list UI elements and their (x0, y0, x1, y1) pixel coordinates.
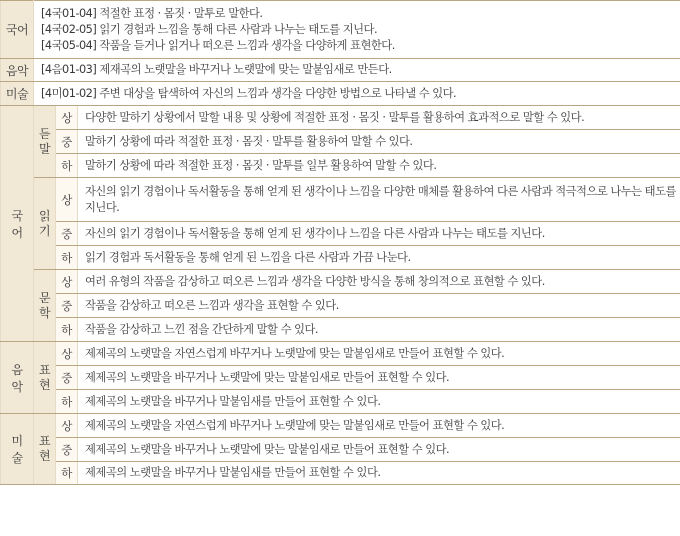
criteria-text: 제제곡의 노랫말을 바꾸거나 말붙임새를 만들어 표현할 수 있다. (78, 462, 680, 485)
criteria-text: 제제곡의 노랫말을 바꾸거나 노랫말에 맞는 말붙임새로 만들어 표현할 수 있다. (78, 438, 680, 462)
level-label: 상 (56, 342, 78, 366)
level-label: 상 (56, 414, 78, 438)
rubric-row (1, 246, 680, 270)
criteria-text: 말하기 상황에 따라 적절한 표정 · 몸짓 · 말투를 일부 활용하여 말할 수 있다. (78, 154, 680, 178)
criteria-text: 작품을 감상하고 느낀 점을 간단하게 말할 수 있다. (78, 318, 680, 342)
level-label: 중 (56, 222, 78, 246)
criteria-text: 다양한 말하기 상황에서 말할 내용 및 상황에 적절한 표정 · 몸짓 · 말투를 활용하여 효과적으로 말할 수 있다. (78, 106, 680, 130)
rubric-row (1, 390, 680, 414)
criteria-text: 제제곡의 노랫말을 자연스럽게 바꾸거나 노랫말에 맞는 말붙임새로 만들어 표현할 수 있다. (78, 342, 680, 366)
standards-row-art (1, 82, 680, 106)
standard-item: [4국02-05] 읽기 경험과 느낌을 통해 다른 사람과 나누는 태도를 지닌다. (41, 22, 378, 36)
area-label-listening-speaking: 듣 말 (34, 106, 56, 178)
standards-cell (34, 59, 680, 82)
level-label: 중 (56, 438, 78, 462)
rubric-row (1, 130, 680, 154)
criteria-text: 제제곡의 노랫말을 자연스럽게 바꾸거나 노랫말에 맞는 말붙임새로 만들어 표현할 수 있다. (78, 414, 680, 438)
level-label: 하 (56, 154, 78, 178)
rubric-row (1, 462, 680, 485)
level-label: 하 (56, 390, 78, 414)
rubric-subject-art: 미 술 (1, 414, 34, 485)
level-label: 하 (56, 462, 78, 485)
rubric-row (1, 438, 680, 462)
level-label: 중 (56, 130, 78, 154)
criteria-text: 말하기 상황에 따라 적절한 표정 · 몸짓 · 말투를 활용하여 말할 수 있다. (78, 130, 680, 154)
level-label: 상 (56, 270, 78, 294)
standard-item: [4국01-04] 적절한 표정 · 몸짓 · 말투로 말한다. (41, 6, 263, 20)
subject-label: 국어 (1, 1, 34, 59)
standards-cell (34, 82, 680, 106)
rubric-row (1, 342, 680, 366)
rubric-row (1, 106, 680, 130)
rubric-row (1, 154, 680, 178)
standards-row-music (1, 59, 680, 82)
standard-item: [4국05-04] 작품을 듣거나 읽거나 떠오른 느낌과 생각을 다양하게 표현한다. (41, 38, 395, 52)
subject-label: 미술 (1, 82, 34, 106)
area-label-expression: 표 현 (34, 414, 56, 485)
level-label: 중 (56, 294, 78, 318)
standard-item: [4음01-03] 제재곡의 노랫말을 바꾸거나 노랫말에 맞는 말붙임새로 만든다. (41, 63, 392, 76)
criteria-text: 읽기 경험과 독서활동을 통해 얻게 된 느낌을 다른 사람과 가끔 나눈다. (78, 246, 680, 270)
level-label: 하 (56, 318, 78, 342)
level-label: 중 (56, 366, 78, 390)
level-label: 상 (56, 178, 78, 222)
criteria-text: 작품을 감상하고 떠오른 느낌과 생각을 표현할 수 있다. (78, 294, 680, 318)
standards-cell (34, 1, 680, 59)
area-label-expression: 표 현 (34, 342, 56, 414)
criteria-text: 제제곡의 노랫말을 바꾸거나 말붙임새를 만들어 표현할 수 있다. (78, 390, 680, 414)
criteria-text: 여러 유형의 작품을 감상하고 떠오른 느낌과 생각을 다양한 방식을 통해 창의적으로 표현할 수 있다. (78, 270, 680, 294)
criteria-text: 자신의 읽기 경험이나 독서활동을 통해 얻게 된 생각이나 느낌을 다양한 매체를 활용하여 다른 사람과 적극적으로 나누는 태도를 지닌다. (78, 178, 680, 222)
rubric-row (1, 414, 680, 438)
level-label: 상 (56, 106, 78, 130)
rubric-subject-korean: 국 어 (1, 106, 34, 342)
rubric-row (1, 222, 680, 246)
area-label-literature: 문 학 (34, 270, 56, 342)
rubric-row (1, 366, 680, 390)
rubric-subject-music: 음 악 (1, 342, 34, 414)
rubric-row (1, 178, 680, 222)
rubric-row (1, 270, 680, 294)
level-label: 하 (56, 246, 78, 270)
criteria-text: 자신의 읽기 경험이나 독서활동을 통해 얻게 된 생각이나 느낌을 다른 사람과 나누는 태도를 지닌다. (78, 222, 680, 246)
rubric-row (1, 294, 680, 318)
rubric-row (1, 318, 680, 342)
subject-label: 음악 (1, 59, 34, 82)
standards-row-korean (1, 1, 680, 59)
standard-item: [4미01-02] 주변 대상을 탐색하여 자신의 느낌과 생각을 다양한 방법으로 나타낼 수 있다. (41, 86, 457, 100)
area-label-reading: 읽 기 (34, 178, 56, 270)
criteria-text: 제제곡의 노랫말을 바꾸거나 노랫말에 맞는 말붙임새로 만들어 표현할 수 있다. (78, 366, 680, 390)
